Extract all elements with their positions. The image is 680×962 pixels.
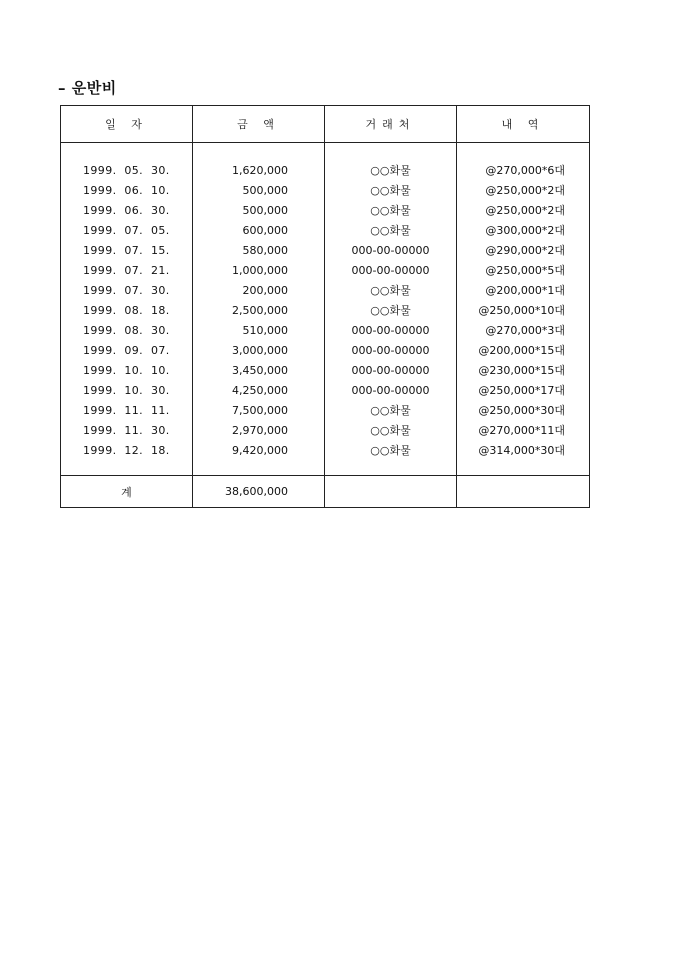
cell-date: 1999. 11. 11. [61,401,193,421]
cell-vendor: ○○화물 [325,221,457,241]
cell-date: 1999. 08. 18. [61,301,193,321]
cell-vendor: ○○화물 [325,401,457,421]
header-amount: 금 액 [193,106,325,143]
cell-date: 1999. 09. 07. [61,341,193,361]
cell-date: 1999. 07. 21. [61,261,193,281]
cell-amount: 4,250,000 [193,381,325,401]
cell-detail: @250,000*2대 [457,181,590,201]
cell-amount: 580,000 [193,241,325,261]
cell-date: 1999. 06. 30. [61,201,193,221]
cell-date: 1999. 07. 30. [61,281,193,301]
table-row [61,181,590,201]
cell-detail: @250,000*5대 [457,261,590,281]
cell-vendor: 000-00-00000 [325,381,457,401]
header-vendor: 거래처 [325,106,457,143]
cell-vendor: ○○화물 [325,441,457,461]
total-vendor-empty [325,476,457,508]
table-row [61,441,590,461]
cell-amount: 9,420,000 [193,441,325,461]
cell-amount: 510,000 [193,321,325,341]
table-row [61,341,590,361]
cell-detail: @300,000*2대 [457,221,590,241]
cell-detail: @314,000*30대 [457,441,590,461]
table-header-row [61,106,590,143]
cell-date: 1999. 05. 30. [61,161,193,181]
cell-amount: 1,000,000 [193,261,325,281]
cell-vendor: 000-00-00000 [325,321,457,341]
table-row [61,361,590,381]
cell-amount: 500,000 [193,201,325,221]
cell-amount: 500,000 [193,181,325,201]
cell-date: 1999. 10. 30. [61,381,193,401]
table-row [61,221,590,241]
cell-vendor: ○○화물 [325,181,457,201]
cell-vendor: ○○화물 [325,421,457,441]
cell-detail: @200,000*1대 [457,281,590,301]
cell-vendor: 000-00-00000 [325,261,457,281]
cell-amount: 600,000 [193,221,325,241]
cell-detail: @250,000*2대 [457,201,590,221]
cell-date: 1999. 12. 18. [61,441,193,461]
table-row [61,241,590,261]
total-row [61,476,590,508]
header-date: 일 자 [61,106,193,143]
cell-vendor: ○○화물 [325,301,457,321]
table-row [61,201,590,221]
section-title: – 운반비 [58,79,117,97]
cell-detail: @250,000*30대 [457,401,590,421]
cell-detail: @290,000*2대 [457,241,590,261]
cell-detail: @270,000*3대 [457,321,590,341]
table-row [61,401,590,421]
total-label: 계 [61,476,193,508]
cell-amount: 3,450,000 [193,361,325,381]
table-row [61,261,590,281]
cell-detail: @250,000*17대 [457,381,590,401]
total-amount: 38,600,000 [193,476,325,508]
cell-date: 1999. 11. 30. [61,421,193,441]
cell-amount: 7,500,000 [193,401,325,421]
cell-detail: @270,000*6대 [457,161,590,181]
cell-amount: 3,000,000 [193,341,325,361]
table-row [61,161,590,181]
cell-detail: @200,000*15대 [457,341,590,361]
cell-date: 1999. 08. 30. [61,321,193,341]
cell-amount: 1,620,000 [193,161,325,181]
cell-vendor: ○○화물 [325,201,457,221]
cell-vendor: 000-00-00000 [325,361,457,381]
cell-date: 1999. 06. 10. [61,181,193,201]
cell-detail: @250,000*10대 [457,301,590,321]
table-row [61,381,590,401]
cell-date: 1999. 10. 10. [61,361,193,381]
header-detail: 내 역 [457,106,590,143]
cell-vendor: ○○화물 [325,161,457,181]
total-detail-empty [457,476,590,508]
cell-date: 1999. 07. 05. [61,221,193,241]
cell-detail: @230,000*15대 [457,361,590,381]
table-row [61,321,590,341]
cell-detail: @270,000*11대 [457,421,590,441]
cell-date: 1999. 07. 15. [61,241,193,261]
freight-cost-table [60,105,590,508]
cell-vendor: ○○화물 [325,281,457,301]
table-row [61,301,590,321]
cell-vendor: 000-00-00000 [325,341,457,361]
table-row [61,281,590,301]
cell-vendor: 000-00-00000 [325,241,457,261]
cell-amount: 2,500,000 [193,301,325,321]
cell-amount: 2,970,000 [193,421,325,441]
table-row [61,421,590,441]
cell-amount: 200,000 [193,281,325,301]
